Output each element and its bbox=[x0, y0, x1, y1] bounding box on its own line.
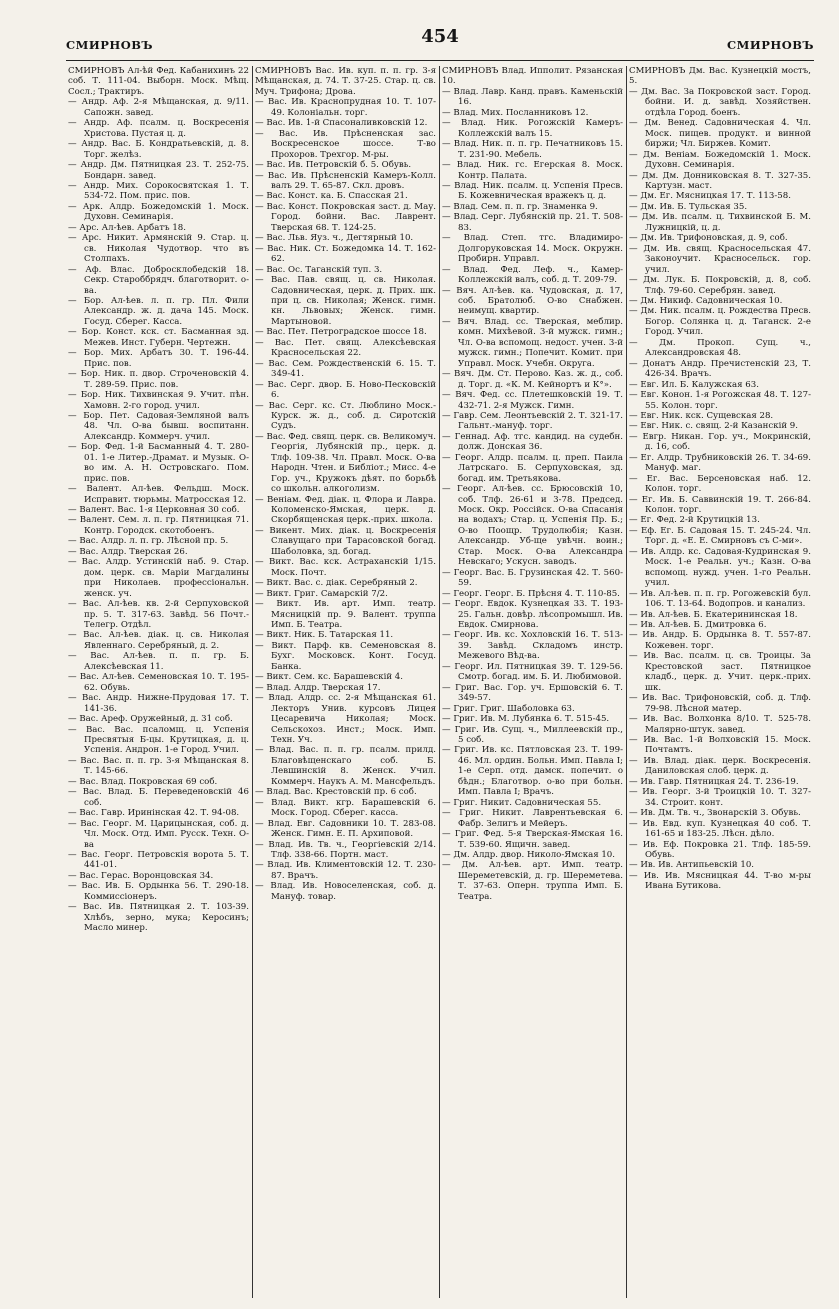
directory-entry: — Вас. Конст. ка. Б. Спасская 21. bbox=[255, 191, 408, 202]
column-2 bbox=[253, 66, 440, 1298]
directory-entry: СМИРНОВЪ Ал-ѣй Фед. Кабанихинъ 22 соб. Т. 111-04. Выборн. Моск. Мѣщ. Сосл.; Трактиръ. bbox=[68, 66, 249, 97]
directory-entry: — Ег. Фед. 2-й Крутицкій 13. bbox=[629, 515, 760, 526]
directory-entry: — Дм. Никиф. Садовническая 10. bbox=[629, 295, 783, 306]
directory-entry: — Ив. Георг. 3-й Троицкій 10. Т. 327-34. Строит. конт. bbox=[629, 787, 811, 808]
page-number: 454 bbox=[421, 26, 459, 47]
directory-entry: — Вас. Льв. Яуз. ч., Дегтярный 10. bbox=[255, 233, 414, 244]
directory-entry: — Григ. Фед. 5-я Тверская-Ямская 16. Т. 539-60. Ящичн. завед. bbox=[442, 829, 623, 850]
directory-entry: — Влад. Алдр. сс. 2-я Мѣщанская 61. Лекторъ Унив. курсовъ Лицея Цесаревича Николая; Моск. Сельскохоз. Инст.; Моск. Имп. Техн. Уч. bbox=[255, 693, 436, 745]
directory-entry: — Ив. Ал-ѣев. Б. Дмитровка 6. bbox=[629, 620, 767, 631]
directory-entry: — Дм. Ег. Мясницкая 17. Т. 113-58. bbox=[629, 191, 791, 202]
directory-entry: — Вас. Конст. Покровская заст. д. Мау. Город. бойни. Вас. Лаврент. Тверская 68. Т. 124-25. bbox=[255, 201, 436, 233]
directory-entry: — Влад. Ив. Климентовскій 12. Т. 230-87. Врачъ. bbox=[255, 860, 436, 881]
directory-entry: — Дм. Венед. Садовническая 4. Чл. Моск. пищев. продукт. и винной биржи; Чл. Биржев. Комит. bbox=[629, 118, 811, 150]
directory-entry: — Вас. Влад. Б. Переведеновскій 46 соб. bbox=[68, 787, 249, 808]
directory-entry: — Вас. Алдр. л. п. гр. Лѣсной пр. 5. bbox=[68, 536, 229, 547]
directory-entry: — Вас. Ал-ѣев. Семеновская 10. Т. 195-62. Обувь. bbox=[68, 672, 249, 693]
directory-entry: — Влад. Мих. Посланниковъ 12. bbox=[442, 107, 589, 118]
directory-entry: — Валент. Сем. л. п. гр. Пятницкая 71. Контр. Городск. скотобоенъ. bbox=[68, 515, 249, 536]
directory-entry: — Арс. Ал-ѣев. Арбатъ 18. bbox=[68, 222, 186, 233]
directory-entry: — Вяч. Дм. Ст. Перово. Каз. ж. д., соб. д. Торг. д. «К. М. Кейнортъ и К°». bbox=[442, 369, 623, 390]
directory-entry: — Бор. Конст. кск. ст. Басманная зд. Межев. Инст. Губерн. Чертежн. bbox=[68, 327, 249, 348]
directory-entry: — Бор. Ал-ѣев. л. п. гр. Пл. Фили Александр. ж. д. дача 145. Моск. Госуд. Сберег. Касса. bbox=[68, 295, 249, 327]
directory-entry: — Ив. Вас. 1-й Волховскій 15. Моск. Почтамтъ. bbox=[629, 735, 811, 756]
directory-entry: — Вас. Ив. Б. Ордынка 56. Т. 290-18. Коммиссіонеръ. bbox=[68, 881, 249, 902]
directory-entry: — Андр. Аф. псалм. ц. Воскресенія Христова. Пустая ц. д. bbox=[68, 118, 249, 139]
page-header bbox=[66, 20, 814, 61]
directory-entry: — Веніам. Фед. діак. ц. Флора и Лавра. Коломенско-Ямская, церк. д. Скорбященская церк.-прих. школа. bbox=[255, 494, 436, 526]
entry-columns bbox=[66, 66, 814, 1298]
directory-entry: — Влад. Ник. Рогожскій Камеръ-Коллежскій валъ 15. bbox=[442, 118, 623, 139]
directory-entry: — Бор. Ник. Тихвинская 9. Учит. пѣн. Хамовн. 2-го город. учил. bbox=[68, 390, 249, 411]
directory-entry: — Викт. Ив. арт. Имп. театр. Мясницкій пр. 9. Валент. труппа Имп. Б. Театра. bbox=[255, 599, 436, 631]
directory-entry: — Викт. Григ. Самарскій 7/2. bbox=[255, 588, 388, 599]
directory-entry: — Гавр. Сем. Леонтьевскій 2. Т. 321-17. Гальнт.-мануф. торг. bbox=[442, 410, 623, 432]
directory-entry: — Влад. Фед. Леф. ч., Камер-Коллежскій валъ, соб. д. Т. 209-79. bbox=[442, 264, 623, 286]
directory-entry: — Викент. Мих. діак. ц. Воскресенія Славущаго при Тарасовской богад. Шаболовка, зд. богад. bbox=[255, 525, 436, 557]
directory-entry: — Влад. Евг. Садовники 10. Т. 283-08. Женск. Гимн. Е. П. Архиповой. bbox=[255, 818, 436, 840]
directory-entry: — Бор. Мих. Арбатъ 30. Т. 196-44. Прис. пов. bbox=[68, 348, 249, 369]
directory-entry: — Ив. Ал-ѣев. Б. Екатерининская 18. bbox=[629, 609, 798, 620]
directory-entry: — Аф. Влас. Добросклобедскій 18. Секр. Староббрядч. благотворит. о-ва. bbox=[68, 264, 249, 296]
directory-entry: — Григ. Ив. кс. Пятловская 23. Т. 199-46. Мл. ордин. Больн. Имп. Павла I; 1-е Серп. отд. дамск. попечит. о бѣдн.; Благотвор. о-во при больн. Имп. Павла I; Врачъ. bbox=[442, 745, 623, 798]
directory-entry: — Викт. Сем. кс. Барашевскій 4. bbox=[255, 672, 403, 683]
column-1 bbox=[66, 66, 253, 1298]
directory-entry: — Георг. Ал-ѣев. сс. Брюсовскій 10, соб. Тлф. 26-61 и 3-78. Председ. Моск. Окр. Россійск. О-ва Спасанія на водахъ; Стар. ц. Успенія Пр. Б.; О-во Поощр. Трудолюбія; Казн. Александр. Уб-ще увѣчн. воин.; Стар. Моск. О-ва Александра Невскаго; Ускусн. заводъ. bbox=[442, 484, 623, 568]
directory-entry: — Влад. Алдр. Тверская 17. bbox=[255, 682, 381, 693]
directory-entry: — Ив. Ив. Мясницкая 44. Т-во м-ры Ивана Бутикова. bbox=[629, 870, 811, 892]
directory-entry: — Влад. Ник. п. п. гр. Печатниковъ 15. Т. 231-90. Мебель. bbox=[442, 139, 623, 160]
directory-entry: — Вас. Ив. Краснопрудная 10. Т. 107-49. Колоніальн. торг. bbox=[255, 97, 436, 118]
directory-entry: — Влад. Ив. Тв. ч., Георгіевскій 2/14. Тлф. 338-66. Портн. маст. bbox=[255, 839, 436, 860]
directory-entry: — Андр. Дм. Пятницкая 23. Т. 252-75. Бондарн. завед. bbox=[68, 160, 249, 181]
directory-entry: — Влад. Серг. Лубянскій пр. 21. Т. 508-83. bbox=[442, 212, 623, 233]
directory-entry: СМИРНОВЪ Дм. Вас. Кузнецкій мостъ, 5. bbox=[629, 66, 811, 87]
directory-entry: — Дм. Ал-ѣев. арт. Имп. театр. Шереметевскій, д. гр. Шереметева. Т. 37-63. Оперн. труппа Имп. Б. Театра. bbox=[442, 860, 623, 902]
directory-entry: — Вас. Ал-ѣев. діак. ц. св. Николая Явленнаго. Серебряный, д. 2. bbox=[68, 630, 249, 651]
directory-entry: — Викт. Парф. кв. Семеновская 8. Бухг. Московск. Конт. Госуд. Банка. bbox=[255, 640, 436, 672]
directory-entry: — Викт. Вас. кск. Астраханскій 1/15. Моск. Почт. bbox=[255, 557, 436, 578]
directory-entry: — Валент. Ал-ѣев. Фельдш. Моск. Исправит. тюрьмы. Матросская 12. bbox=[68, 484, 249, 505]
directory-entry: — Донатъ Андр. Пречистенскій 23, Т. 426-34. Врачъ. bbox=[629, 358, 811, 380]
directory-entry: — Вас. Ив. Пятницкая 2. Т. 103-39. Хлѣбъ, зерно, мука; Керосинъ; Масло минер. bbox=[68, 902, 249, 934]
directory-entry: — Вяч. Ал-ѣев. ка. Чудовская, д. 17, соб. Братолюб. О-во Снабжен. неимущ. квартир. bbox=[442, 285, 623, 317]
directory-entry: — Вас. Ив. Петровскій б. 5. Обувь. bbox=[255, 160, 412, 171]
directory-entry: — Георг. Георг. Б. Прѣсня 4. Т. 110-85. bbox=[442, 588, 620, 599]
directory-entry: — Ив. Алдр. кс. Садовая-Кудринская 9. Моск. 1-е Реальн. уч.; Казн. О-ва вспомощ. нужд. учен. 1-го Реальн. учил. bbox=[629, 546, 811, 589]
directory-entry: — Ив. Андр. Б. Ордынка 8. Т. 557-87. Кожевен. торг. bbox=[629, 630, 811, 651]
directory-entry: — Влад. Степ. тгс. Владимиро-Долгоруковская 14. Моск. Окружн. Пробирн. Управл. bbox=[442, 233, 623, 265]
directory-entry: — Ив. Дм. Тв. ч., Звонарскій 3. Обувь. bbox=[629, 808, 801, 819]
directory-entry: — Вас. Андр. Нижне-Прудовая 17. Т. 141-36. bbox=[68, 693, 249, 714]
directory-entry: — Вас. Алдр. Устинскій наб. 9. Стар. дом. церк. св. Маріи Магдалины при Николаев. профессіональн. женск. уч. bbox=[68, 557, 249, 599]
directory-entry: — Вас. Алдр. Тверская 26. bbox=[68, 546, 188, 557]
directory-entry: — Ег. Ив. Б. Саввинскій 19. Т. 266-84. Колон. торг. bbox=[629, 494, 811, 516]
directory-entry: — Вас. Ос. Таганскій туп. 3. bbox=[255, 264, 383, 275]
directory-entry: — Влад. Ник. псалм. ц. Успенія Пресв. Б. Кожевническая вражекъ ц. д. bbox=[442, 180, 623, 202]
directory-entry: — Вас. Сем. Рождественскій 6. 15. Т. 349-41. bbox=[255, 358, 436, 380]
directory-entry: — Вас. Пет. свящ. Алексѣевская Красносельская 22. bbox=[255, 337, 436, 359]
directory-entry: — Арк. Алдр. Божедомскій 1. Моск. Духовн. Семинарія. bbox=[68, 201, 249, 223]
directory-entry: — Григ. Ив. Сущ. ч., Миллеевскій пр., 5 соб. bbox=[442, 724, 623, 745]
directory-entry: — Вас. Пав. свящ. ц. св. Николая. Садовническая, церк. д. Прих. шк. при ц. св. Николая; Женск. гимн. кн. Львовых; Женск. гимн. Мартыновой. bbox=[255, 275, 436, 327]
directory-entry: — Вас. Ник. Ст. Божедомка 14. Т. 162-62. bbox=[255, 243, 436, 265]
directory-entry: — Ив. Ал-ѣев. п. п. гр. Рогожевскій бул. 106. Т. 13-64. Водопров. и канализ. bbox=[629, 588, 811, 610]
directory-entry: — Дм. Прокоп. Сущ. ч., Александровская 48. bbox=[629, 337, 811, 359]
directory-entry: — Дм. Дм. Донниковская 8. Т. 327-35. Картузн. маст. bbox=[629, 170, 811, 191]
directory-entry: — Дм. Ив. Б. Тульская 35. bbox=[629, 201, 748, 212]
directory-entry: — Арс. Никит. Армянскій 9. Стар. ц. св. Николая Чудотвор. что въ Столпахъ. bbox=[68, 233, 249, 265]
directory-entry: — Бор. Ник. п. двор. Строченовскій 4. Т. 289-59. Прис. пов. bbox=[68, 369, 249, 390]
directory-entry: — Вас. Герас. Воронцовская 34. bbox=[68, 870, 214, 881]
directory-entry: — Дм. Лук. Б. Покровскій, д. 8, соб. Тлф. 79-60. Серебрян. завед. bbox=[629, 275, 811, 296]
directory-entry: — Вас. Ив. 1-й Спасоналивковскій 12. bbox=[255, 118, 428, 129]
directory-entry: — Евг. Ник. с. свящ. 2-й Казанскій 9. bbox=[629, 421, 798, 432]
directory-entry: — Вас. Серг. кс. Ст. Люблино Моск.-Курск. ж. д., соб. д. Сиротскій Судъ. bbox=[255, 400, 436, 432]
directory-entry: — Влад. Викт. кгр. Барашевскій 6. Моск. Город. Сберег. касса. bbox=[255, 797, 436, 819]
directory-entry: — Георг. Ив. кс. Хохловскій 16. Т. 513-39. Завѣд. Складомъ инстр. Межевого Вѣд-ва. bbox=[442, 630, 623, 662]
directory-entry: — Ив. Вас. Волхонка 8/10. Т. 525-78. Малярно-штук. завед. bbox=[629, 714, 811, 735]
column-4 bbox=[627, 66, 814, 1298]
directory-entry: — Еф. Ег. Б. Садовая 15. Т. 245-24. Чл. Торг. д. «Е. Е. Смирновъ съ С-ми». bbox=[629, 525, 811, 547]
directory-entry: — Георг. Алдр. псалм. ц. преп. Паила Латрскаго. Б. Серпуховская, зд. богад. им. Третьякова. bbox=[442, 452, 623, 484]
directory-entry: — Вас. Фед. свящ. церк. св. Великомуч. Георгія, Лубянскій пр., церк. д. Тлф. 109-38. Чл. Правл. Моск. О-ва Народн. Чтен. и Библіот.; Мисс. 4-е Гор. уч., Кружокъ дѣят. по борьбѣ со школьн. алкоголизм. bbox=[255, 431, 436, 495]
directory-entry: — Вас. Ал-ѣев. п. п. гр. Б. Алексѣевская 11. bbox=[68, 651, 249, 672]
running-head-right: СМИРНОВЪ bbox=[727, 38, 814, 52]
directory-entry: — Вас. Георг. М. Царицынская, соб. д. Чл. Моск. Отд. Имп. Русск. Техн. О-ва bbox=[68, 818, 249, 850]
directory-entry: — Бор. Фед. 1-й Басманный 4. Т. 280-01. 1-е Литер.-Драмат. и Музык. О-во им. А. Н. Островскаго. Пом. прис. пов. bbox=[68, 442, 249, 484]
running-head-left: СМИРНОВЪ bbox=[66, 38, 153, 52]
directory-entry: — Дм. Вас. За Покровской заст. Город. бойни. И. д. завѣд. Хозяйствен. отдѣла Город. боенъ. bbox=[629, 86, 811, 118]
directory-entry: — Вас. Серг. двор. Б. Ново-Песковскій 6. bbox=[255, 379, 436, 401]
directory-entry: — Вас. Пет. Петроградское шоссе 18. bbox=[255, 327, 427, 338]
directory-entry: — Ив. Евд. куп. Кузнецкая 40 соб. Т. 161-65 и 183-25. Лѣсн. дѣло. bbox=[629, 818, 811, 840]
directory-entry: — Григ. Григ. Шаболовка 63. bbox=[442, 703, 575, 714]
directory-entry: — Дм. Ив. псалм. ц. Тихвинской Б. М. Лужницкій, ц. д. bbox=[629, 212, 811, 233]
directory-entry: — Влад. Вас. п. п. гр. псалм. прилд. Благовѣщенскаго соб. Б. Левшинскій 8. Женск. Учил. Коммерч. Наукъ А. М. Мансфельдъ. bbox=[255, 745, 436, 787]
directory-entry: — Андр. Мих. Сорокосвятская 1. Т. 534-72. Пом. прис. пов. bbox=[68, 180, 249, 202]
directory-entry: — Григ. Ив. М. Лубянка 6. Т. 515-45. bbox=[442, 714, 610, 725]
directory-entry: — Ив. Вас. Трифоновскій, соб. д. Тлф. 79-98. Лѣсной матер. bbox=[629, 693, 811, 714]
directory-entry: — Ив. Вас. псалм. ц. св. Троицы. За Крестовской заст. Пятницкое кладб., церк. д. Учит. церк.-прих. шк. bbox=[629, 651, 811, 693]
directory-entry: — Вяч. Влад. сс. Тверская, меблир. комн. Михѣевой. 3-й мужск. гимн.; Чл. О-ва вспомощ. недост. учен. 3-й мужск. гимн.; Попечит. Комит. при Управл. Моск. Учебн. Округа. bbox=[442, 316, 623, 369]
directory-entry: СМИРНОВЪ Влад. Ипполит. Рязанская 10. bbox=[442, 66, 623, 87]
directory-entry: — Георг. Вас. Б. Грузинская 42. Т. 560-59. bbox=[442, 567, 623, 589]
directory-entry: — Дм. Ив. Трифоновская, д. 9, соб. bbox=[629, 233, 788, 244]
directory-entry: — Влад. Ник. гс. Егерская 8. Моск. Контр. Палата. bbox=[442, 160, 623, 181]
directory-entry: — Георг. Ил. Пятницкая 39. Т. 129-56. Смотр. богад. им. Б. И. Любимовой. bbox=[442, 661, 623, 683]
directory-entry: — Вас. Гавр. Иринінская 42. Т. 94-08. bbox=[68, 808, 240, 819]
directory-entry: — Андр. Аф. 2-я Мѣщанская, д. 9/11. Сапожн. завед. bbox=[68, 97, 249, 118]
directory-entry: — Ив. Влад. діак. церк. Воскресенія. Даниловская слоб. церк. д. bbox=[629, 755, 811, 777]
directory-entry: — Георг. Евдок. Кузнецкая 33. Т. 193-25. Гальн. довѣр. лѣсопромышл. Ив. Евдок. Смирнова. bbox=[442, 599, 623, 631]
directory-entry: — Вас. Ареф. Оружейный, д. 31 соб. bbox=[68, 714, 233, 725]
directory-entry: — Геннад. Аф. тгс. кандид. на судебн. долж. Донская 36. bbox=[442, 431, 623, 453]
directory-entry: — Вас. Ал-ѣев. кв. 2-й Серпуховской пр. 5. Т. 317-63. Завѣд. 56 Почт.-Телегр. Отдѣл. bbox=[68, 599, 249, 631]
directory-entry: — Валент. Вас. 1-я Церковная 30 соб. bbox=[68, 505, 240, 516]
directory-entry: — Вяч. Фед. сс. Плетешковскій 19. Т. 432-71. 2-я Мужск. Гимн. bbox=[442, 390, 623, 411]
directory-entry: — Дм. Ив. свящ. Красносельская 47. Законоучит. Красносельск. гор. учил. bbox=[629, 243, 811, 275]
directory-entry: — Ег. Вас. Берсеновская наб. 12. Колон. торг. bbox=[629, 473, 811, 495]
directory-entry: — Викт. Ник. Б. Татарская 11. bbox=[255, 630, 394, 641]
directory-entry: — Викт. Вас. с. діак. Серебряный 2. bbox=[255, 578, 418, 589]
directory-entry: — Ив. Гавр. Пятницкая 24. Т. 236-19. bbox=[629, 776, 799, 787]
column-3 bbox=[440, 66, 627, 1298]
directory-entry: — Влад. Вас. Крестовскій пр. 6 соб. bbox=[255, 787, 417, 798]
directory-entry: — Григ. Вас. Гор. уч. Ершовскій 6. Т. 349-57. bbox=[442, 682, 623, 704]
directory-entry: — Григ. Никит. Садовническая 55. bbox=[442, 797, 602, 808]
directory-entry: — Ив. Ив. Антипьевскій 10. bbox=[629, 860, 755, 871]
directory-entry: — Вас. Ив. Прѣсненская зас. Воскресенское шоссе. Т-во Прохоров. Трехгор. М-ры. bbox=[255, 128, 436, 160]
directory-entry: — Вас. Ив. Прѣсненскій Камеръ-Колл. валъ 29. Т. 65-87. Скл. дровъ. bbox=[255, 170, 436, 191]
directory-entry: — Влад. Сем. п. п. гр. Знаменка 9. bbox=[442, 201, 598, 212]
directory-entry: — Григ. Никит. Лаврентьевская 6. Фабр. Зелигъ и Мейеръ. bbox=[442, 808, 623, 829]
directory-entry: — Евг. Ил. Б. Калужская 63. bbox=[629, 379, 759, 390]
directory-entry: — Дм. Веніам. Божедомскій 1. Моск. Духовн. Семинарія. bbox=[629, 149, 811, 171]
directory-entry: — Дм. Алдр. двор. Николо-Ямская 10. bbox=[442, 849, 616, 860]
directory-entry: — Евг. Конон. 1-я Рогожская 48. Т. 127-55. Колон. торг. bbox=[629, 390, 811, 411]
directory-entry: — Влад. Ив. Новоселенская, соб. д. Мануф. товар. bbox=[255, 881, 436, 902]
directory-entry: — Андр. Вас. Б. Кондратьевскій, д. 8. Торг. желѣз. bbox=[68, 139, 249, 160]
directory-entry: — Евг. Ник. кск. Сущевская 28. bbox=[629, 410, 774, 421]
directory-entry: — Влад. Лавр. Канд. правъ. Каменьскій 16. bbox=[442, 86, 623, 108]
directory-entry: — Ег. Алдр. Трубниковскій 26. Т. 34-69. Мануф. маг. bbox=[629, 452, 811, 474]
directory-entry: — Вас. Вас. п. п. гр. 3-я Мѣщанская 8. Т. 145-66. bbox=[68, 755, 249, 777]
directory-entry: — Ив. Еф. Покровка 21. Тлф. 185-59. Обувь. bbox=[629, 839, 811, 860]
directory-entry: — Бор. Пет. Садовая-Земляной валъ 48. Чл. О-ва бывш. воспитанн. Александр. Коммерч. учил. bbox=[68, 410, 249, 442]
directory-entry: — Вас. Влад. Покровская 69 соб. bbox=[68, 776, 218, 787]
directory-entry: — Дм. Ник. псалм. ц. Рождества Пресв. Богор. Солянка ц. д. Таганск. 2-е Город. Учил. bbox=[629, 306, 811, 338]
directory-entry: — Вас. Вас. псаломщ. ц. Успенія Пресвятыя Б-цы. Крутицкая, д. ц. Успенія. Андрон. 1-е Город. Учил. bbox=[68, 724, 249, 756]
directory-entry: — Евгр. Никан. Гор. уч., Мокринскій, д. 16, соб. bbox=[629, 431, 811, 453]
directory-entry: СМИРНОВЪ Вас. Ив. куп. п. п. гр. 3-я Мѣщанская, д. 74. Т. 37-25. Стар. ц. св. Муч. Трифона; Дрова. bbox=[255, 66, 436, 97]
directory-entry: — Вас. Георг. Петровскія ворота 5. Т. 441-01. bbox=[68, 849, 249, 871]
